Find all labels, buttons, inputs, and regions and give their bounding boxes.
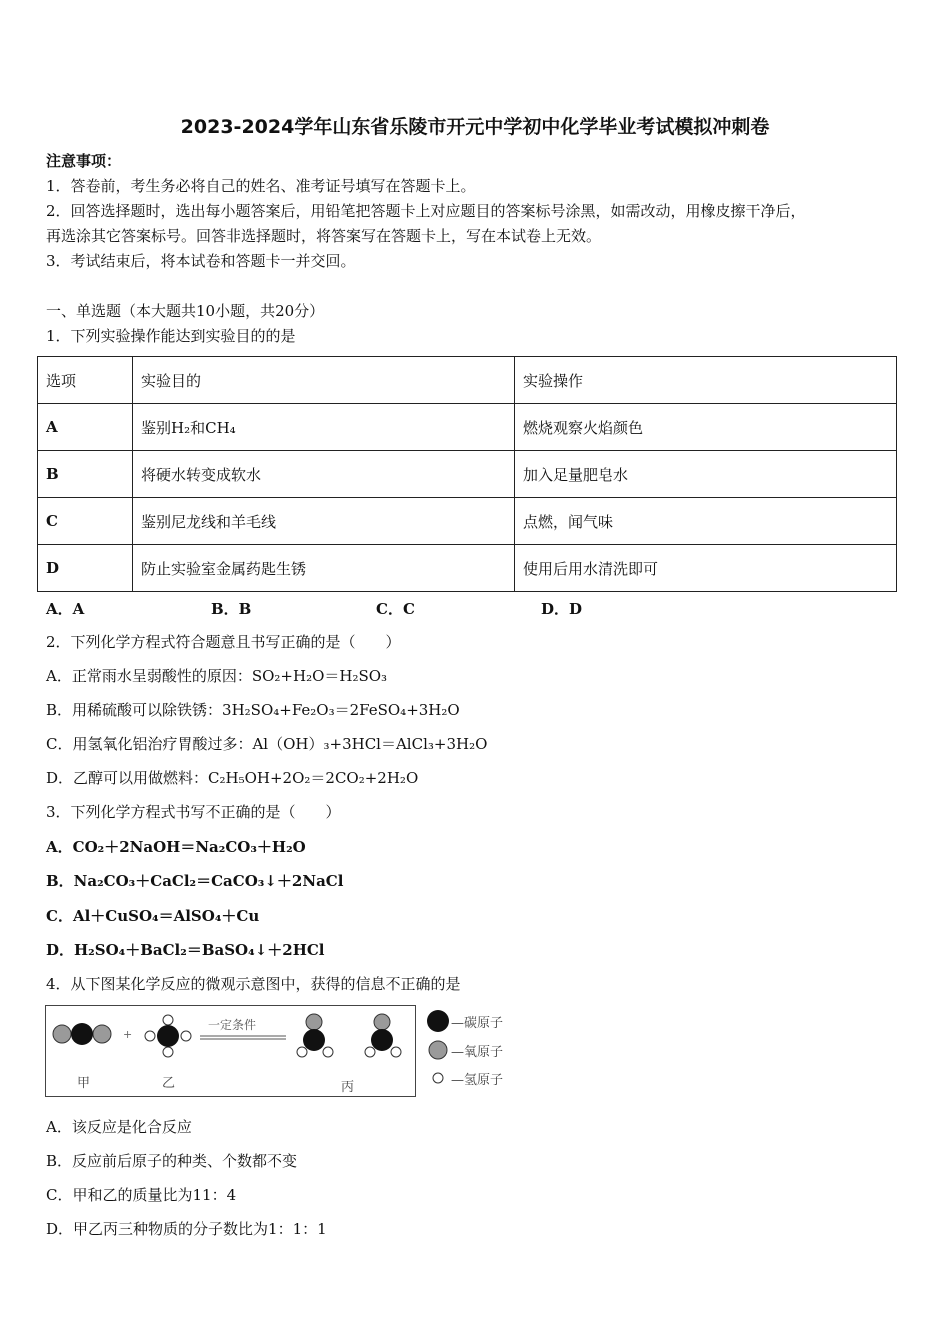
section-heading: 一、单选题（本大题共10小题，共20分）: [46, 302, 325, 320]
label-yi: 乙: [162, 1076, 176, 1091]
table-cell-operation: 使用后用水清洗即可: [515, 545, 897, 592]
reaction-diagram: [45, 1005, 416, 1097]
table-header-cell: 选项: [38, 357, 133, 404]
table-cell-operation: 点燃，闻气味: [515, 498, 897, 545]
molecule-bing-1-icon: [297, 1014, 333, 1057]
answer-option-a[interactable]: A．正常雨水呈弱酸性的原因：SO₂+H₂O＝H₂SO₃: [46, 667, 388, 685]
reaction-condition: 一定条件: [208, 1018, 257, 1032]
question-1-table: [37, 356, 897, 592]
answer-option-d[interactable]: D．H₂SO₄＋BaCl₂＝BaSO₄↓＋2HCl: [46, 941, 325, 959]
answer-option-c[interactable]: C．Al＋CuSO₄＝AlSO₄＋Cu: [46, 907, 260, 925]
question-4-stem: 4．从下图某化学反应的微观示意图中，获得的信息不正确的是: [46, 975, 461, 993]
answer-option-b[interactable]: B．B: [211, 600, 252, 618]
table-row: [38, 498, 897, 545]
molecule-jia-co2-icon: [53, 1023, 111, 1045]
answer-option-b[interactable]: B．反应前后原子的种类、个数都不变: [46, 1152, 298, 1170]
answer-option-a[interactable]: A．CO₂＋2NaOH＝Na₂CO₃＋H₂O: [46, 838, 306, 856]
answer-option-d[interactable]: D．乙醇可以用做燃料：C₂H₅OH+2O₂＝2CO₂+2H₂O: [46, 769, 419, 787]
table-cell-option: D: [38, 545, 133, 592]
answer-option-d[interactable]: D．甲乙丙三种物质的分子数比为1：1：1: [46, 1220, 327, 1238]
legend-carbon: —碳原子: [451, 1016, 504, 1031]
answer-option-c[interactable]: C．甲和乙的质量比为11：4: [46, 1186, 237, 1204]
table-cell-goal: 防止实验室金属药匙生锈: [133, 545, 515, 592]
table-cell-operation: 燃烧观察火焰颜色: [515, 404, 897, 451]
legend-hydrogen: —氢原子: [451, 1073, 504, 1088]
table-row: [38, 451, 897, 498]
table-cell-operation: 加入足量肥皂水: [515, 451, 897, 498]
answer-option-a[interactable]: A．A: [46, 600, 85, 618]
question-2-stem: 2．下列化学方程式符合题意且书写正确的是（ ）: [46, 633, 401, 651]
table-cell-option: A: [38, 404, 133, 451]
notice-heading: 注意事项：: [46, 152, 122, 170]
plus-sign: +: [123, 1028, 133, 1041]
table-header-cell: 实验目的: [133, 357, 515, 404]
legend-oxygen: —氧原子: [451, 1045, 504, 1060]
answer-option-b[interactable]: B．Na₂CO₃＋CaCl₂＝CaCO₃↓＋2NaCl: [46, 872, 344, 890]
table-cell-goal: 鉴别尼龙线和羊毛线: [133, 498, 515, 545]
table-row: [38, 545, 897, 592]
molecule-bing-2-icon: [365, 1014, 401, 1057]
oxygen-atom-icon: [429, 1041, 447, 1059]
hydrogen-atom-icon: [433, 1073, 443, 1083]
molecule-drawing: [46, 1006, 415, 1096]
carbon-atom-icon: [427, 1010, 449, 1032]
table-cell-goal: 鉴别H₂和CH₄: [133, 404, 515, 451]
question-3-stem: 3．下列化学方程式书写不正确的是（ ）: [46, 803, 341, 821]
answer-option-a[interactable]: A．该反应是化合反应: [46, 1118, 192, 1136]
table-cell-option: C: [38, 498, 133, 545]
table-cell-goal: 将硬水转变成软水: [133, 451, 515, 498]
answer-option-d[interactable]: D．D: [541, 600, 583, 618]
label-jia: 甲: [77, 1076, 91, 1091]
answer-option-b[interactable]: B．用稀硫酸可以除铁锈：3H₂SO₄+Fe₂O₃＝2FeSO₄+3H₂O: [46, 701, 460, 719]
molecule-yi-ch4-icon: [145, 1015, 191, 1057]
table-cell-option: B: [38, 451, 133, 498]
notice-item: 2．回答选择题时，选出每小题答案后，用铅笔把答题卡上对应题目的答案标号涂黑，如需改动，用橡皮擦干净后，: [46, 202, 806, 220]
label-bing: 丙: [341, 1080, 355, 1095]
notice-item: 1．答卷前，考生务必将自己的姓名、准考证号填写在答题卡上。: [46, 177, 476, 195]
question-1-stem: 1．下列实验操作能达到实验目的的是: [46, 327, 296, 345]
page-title: 2023-2024学年山东省乐陵市开元中学初中化学毕业考试模拟冲刺卷: [180, 116, 770, 138]
atom-legend: [426, 1008, 536, 1088]
answer-option-c[interactable]: C．C: [376, 600, 415, 618]
table-header-row: [38, 357, 897, 404]
answer-option-c[interactable]: C．用氢氧化铝治疗胃酸过多：Al（OH）₃+3HCl＝AlCl₃+3H₂O: [46, 735, 488, 753]
table-header-cell: 实验操作: [515, 357, 897, 404]
notice-item: 3．考试结束后，将本试卷和答题卡一并交回。: [46, 252, 356, 270]
table-row: [38, 404, 897, 451]
notice-item: 再选涂其它答案标号。回答非选择题时，将答案写在答题卡上，写在本试卷上无效。: [46, 227, 602, 245]
